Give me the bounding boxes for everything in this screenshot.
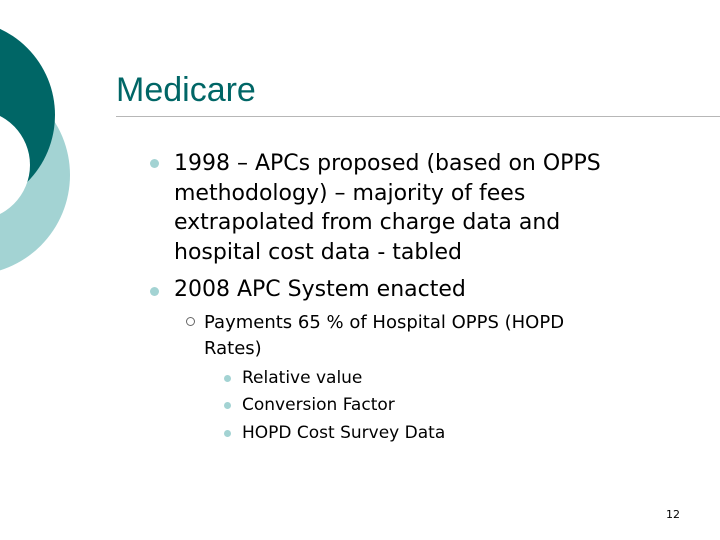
bullet-dot <box>150 159 159 168</box>
sub-bullet-line-2: Rates) <box>204 338 262 359</box>
sub-bullet-line-1: Payments 65 % of Hospital OPPS (HOPD <box>204 312 565 333</box>
bullet-1-line-4: hospital cost data - tabled <box>174 239 462 265</box>
sub-item-relative-value: Relative value <box>242 368 363 388</box>
bullet-1-line-1: 1998 – APCs proposed (based on OPPS <box>174 151 601 176</box>
sub-item-hopd-cost-survey: HOPD Cost Survey Data <box>242 423 446 443</box>
sub-bullet-circle <box>186 317 195 326</box>
bullet-2-line-1: 2008 APC System enacted <box>174 277 466 302</box>
bullet-dot <box>224 430 231 437</box>
bullet-dot <box>224 402 231 409</box>
page-number: 12 <box>666 508 680 521</box>
decorative-circles <box>0 0 120 300</box>
bullet-1-line-2: methodology) – majority of fees <box>174 180 526 206</box>
slide-title: Medicare <box>116 71 256 109</box>
bullet-dot <box>150 287 159 296</box>
bullet-dot <box>224 375 231 382</box>
sub-item-conversion-factor: Conversion Factor <box>242 395 395 415</box>
title-divider <box>116 116 720 117</box>
bullet-1-line-3: extrapolated from charge data and <box>174 210 561 235</box>
